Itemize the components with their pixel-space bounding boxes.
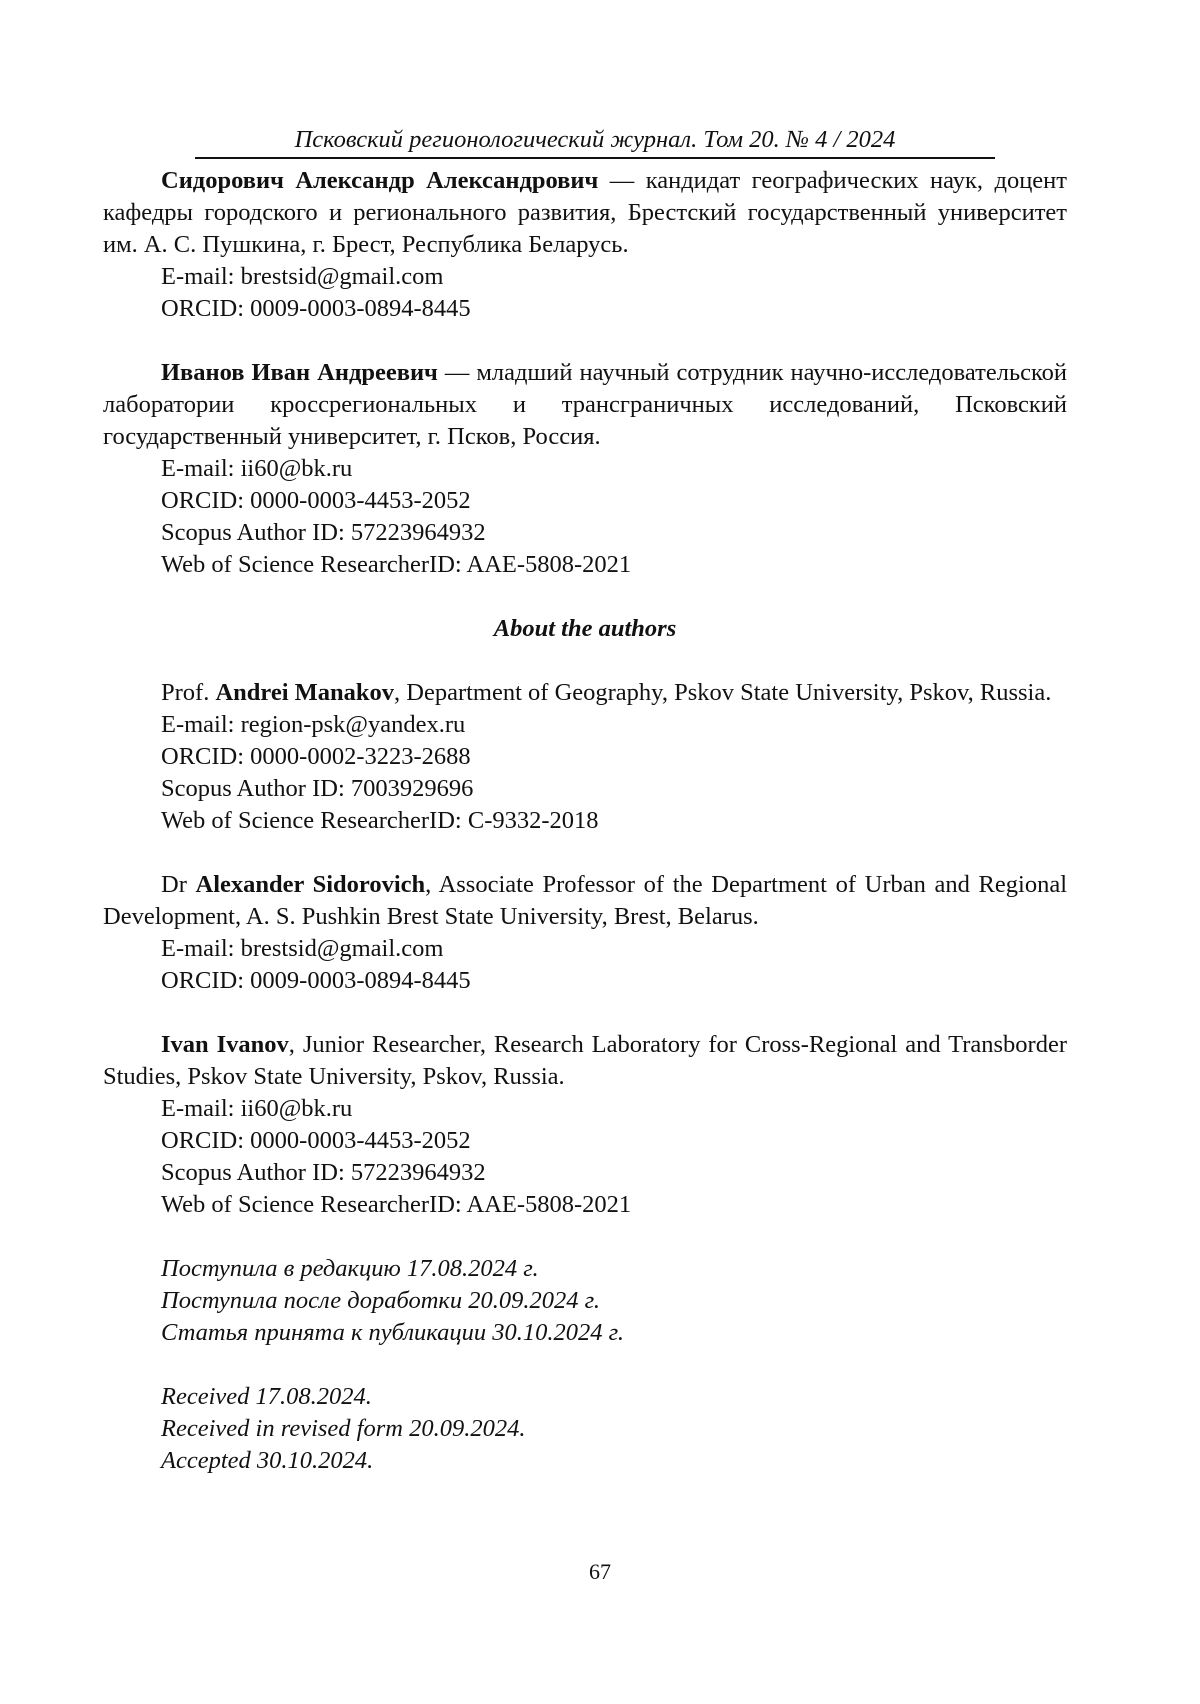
author-block-ru-ivanov [103,357,1067,581]
author-email: E-mail: ii60@bk.ru [103,1093,1067,1125]
author-title: Dr [161,871,196,898]
author-scopus-id: Scopus Author ID: 7003929696 [103,773,1067,805]
document-page [0,0,1200,1704]
date-revised-ru: Поступила после доработки 20.09.2024 г. [103,1285,1067,1317]
author-description: — младший научный сотрудник научно-исследовательской лаборатории кроссрегиональных и трансграничных исследований, Псковский государственный университет, г. Псков, Россия. [103,359,1067,450]
header-divider [195,157,995,159]
date-revised-en: Received in revised form 20.09.2024. [103,1413,1067,1445]
author-bio [103,869,1067,933]
author-bio [103,357,1067,453]
author-orcid: ORCID: 0000-0003-4453-2052 [103,1125,1067,1157]
author-name: Иванов Иван Андреевич [161,359,438,386]
author-wos-id: Web of Science ResearcherID: AAE-5808-2021 [103,549,1067,581]
article-body [103,165,1067,1477]
author-orcid: ORCID: 0000-0003-4453-2052 [103,485,1067,517]
author-name: Сидорович Александр Александрович [161,167,598,194]
author-description: — кандидат географических наук, доцент кафедры городского и регионального развития, Брестский государственный университет им. А. С. Пушкина, г. Брест, Республика Беларусь. [103,167,1067,258]
author-email: E-mail: brestsid@gmail.com [103,261,1067,293]
author-title: Prof. [161,679,215,706]
author-description: , Junior Researcher, Research Laboratory for Cross-Regional and Transborder Studies, Pskov State University, Pskov, Russia. [103,1031,1067,1090]
author-description: , Associate Professor of the Department of Urban and Regional Development, A. S. Pushkin Brest State University, Brest, Belarus. [103,871,1067,930]
date-accepted-ru: Статья принята к публикации 30.10.2024 г. [103,1317,1067,1349]
author-name: Andrei Manakov [215,679,394,706]
author-email: E-mail: ii60@bk.ru [103,453,1067,485]
author-block-en-sidorovich [103,869,1067,997]
author-scopus-id: Scopus Author ID: 57223964932 [103,517,1067,549]
date-received-ru: Поступила в редакцию 17.08.2024 г. [103,1253,1067,1285]
author-name: Ivan Ivanov [161,1031,289,1058]
about-authors-heading: About the authors [103,613,1067,645]
author-bio [103,165,1067,261]
author-orcid: ORCID: 0000-0002-3223-2688 [103,741,1067,773]
submission-dates-ru [103,1253,1067,1349]
author-scopus-id: Scopus Author ID: 57223964932 [103,1157,1067,1189]
submission-dates-en [103,1381,1067,1477]
page-number: 67 [0,1556,1200,1588]
author-wos-id: Web of Science ResearcherID: AAE-5808-2021 [103,1189,1067,1221]
author-orcid: ORCID: 0009-0003-0894-8445 [103,965,1067,997]
author-email: E-mail: region-psk@yandex.ru [103,709,1067,741]
author-bio [103,677,1067,709]
author-name: Alexander Sidorovich [196,871,426,898]
author-block-en-manakov [103,677,1067,837]
author-block-en-ivanov [103,1029,1067,1221]
date-received-en: Received 17.08.2024. [103,1381,1067,1413]
date-accepted-en: Accepted 30.10.2024. [103,1445,1067,1477]
author-wos-id: Web of Science ResearcherID: C-9332-2018 [103,805,1067,837]
author-bio [103,1029,1067,1093]
author-block-ru-sidorovich [103,165,1067,325]
author-orcid: ORCID: 0009-0003-0894-8445 [103,293,1067,325]
author-description: , Department of Geography, Pskov State University, Pskov, Russia. [394,679,1051,706]
running-header: Псковский регионологический журнал. Том 20. № 4 / 2024 [195,125,995,155]
author-email: E-mail: brestsid@gmail.com [103,933,1067,965]
